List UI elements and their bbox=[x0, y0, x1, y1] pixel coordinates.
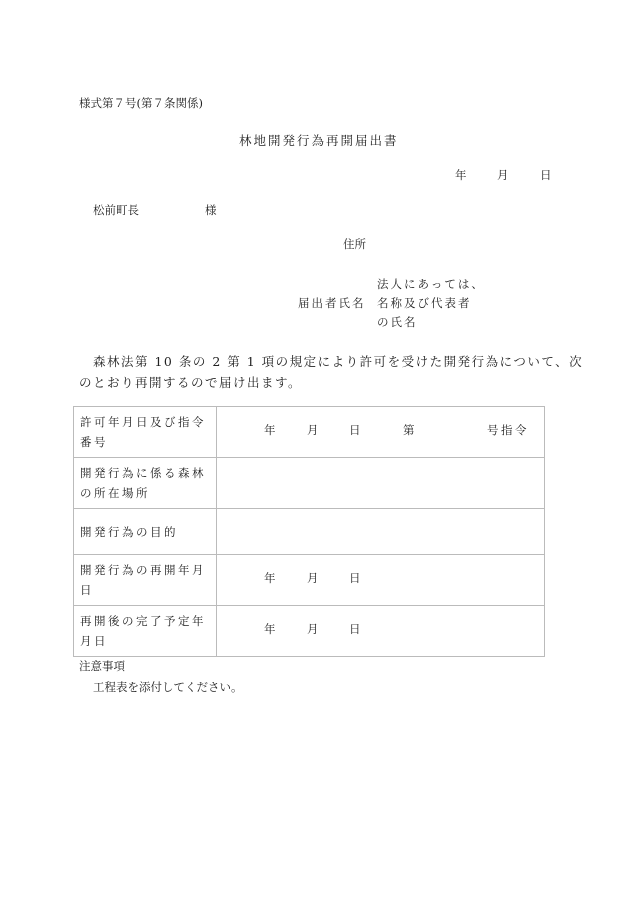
row-label bbox=[74, 606, 217, 657]
row-label bbox=[74, 555, 217, 606]
table-row bbox=[74, 458, 545, 509]
table-row bbox=[74, 509, 545, 555]
gou-label: 号指令 bbox=[487, 423, 529, 437]
forest-location-field[interactable] bbox=[217, 458, 545, 509]
date-day-label: 日 bbox=[540, 168, 552, 182]
notes-item: 工程表を添付してください。 bbox=[93, 680, 243, 694]
addressee-honorific: 様 bbox=[205, 203, 217, 217]
row-label-line: 許可年月日及び指令 bbox=[80, 415, 206, 429]
year-label: 年 bbox=[264, 622, 276, 636]
address-label: 住所 bbox=[343, 237, 366, 251]
row-label-line: 番号 bbox=[80, 435, 108, 449]
corp-note-line-1: 法人にあっては、 bbox=[377, 277, 485, 291]
permit-date-row bbox=[223, 422, 538, 442]
month-label: 月 bbox=[307, 622, 319, 636]
row-label-line: 再開後の完了予定年 bbox=[80, 614, 206, 628]
day-label: 日 bbox=[349, 571, 361, 585]
year-label: 年 bbox=[264, 423, 276, 437]
corp-note-line-3: の氏名 bbox=[377, 315, 418, 329]
resume-date-field[interactable] bbox=[217, 555, 545, 606]
day-label: 日 bbox=[349, 622, 361, 636]
permit-date-number-field[interactable] bbox=[217, 407, 545, 458]
document-title: 林地開発行為再開届出書 bbox=[239, 133, 399, 148]
date-month-label: 月 bbox=[497, 168, 509, 182]
application-table bbox=[73, 406, 545, 657]
row-label bbox=[74, 407, 217, 458]
row-label-line: 開発行為の目的 bbox=[80, 524, 178, 539]
row-label-line: 日 bbox=[80, 583, 94, 597]
notes-heading: 注意事項 bbox=[79, 659, 125, 673]
day-label: 日 bbox=[349, 423, 361, 437]
row-label-line: 開発行為の再開年月 bbox=[80, 563, 206, 577]
row-label-line: の所在場所 bbox=[80, 486, 150, 500]
table-row bbox=[74, 606, 545, 657]
date-year-label: 年 bbox=[455, 168, 467, 182]
form-id: 様式第７号(第７条関係) bbox=[79, 96, 203, 110]
year-label: 年 bbox=[264, 571, 276, 585]
table-row bbox=[74, 407, 545, 458]
applicant-name-label: 届出者氏名 bbox=[298, 296, 366, 310]
body-text-line-1: 森林法第 10 条の 2 第 1 項の規定により許可を受けた開発行為について、次 bbox=[93, 354, 584, 369]
month-label: 月 bbox=[307, 423, 319, 437]
corp-note-line-2: 名称及び代表者 bbox=[377, 296, 472, 310]
row-label bbox=[74, 458, 217, 509]
dai-label: 第 bbox=[403, 423, 415, 437]
row-label bbox=[74, 509, 217, 555]
row-label-line: 開発行為に係る森林 bbox=[80, 466, 206, 480]
addressee-name: 松前町長 bbox=[93, 203, 139, 217]
resume-date-row bbox=[223, 570, 538, 590]
completion-date-field[interactable] bbox=[217, 606, 545, 657]
month-label: 月 bbox=[307, 571, 319, 585]
row-label-line: 月日 bbox=[80, 634, 108, 648]
completion-date-row bbox=[223, 621, 538, 641]
table-row bbox=[74, 555, 545, 606]
development-purpose-field[interactable] bbox=[217, 509, 545, 555]
body-text-line-2: のとおり再開するので届け出ます。 bbox=[79, 375, 303, 390]
